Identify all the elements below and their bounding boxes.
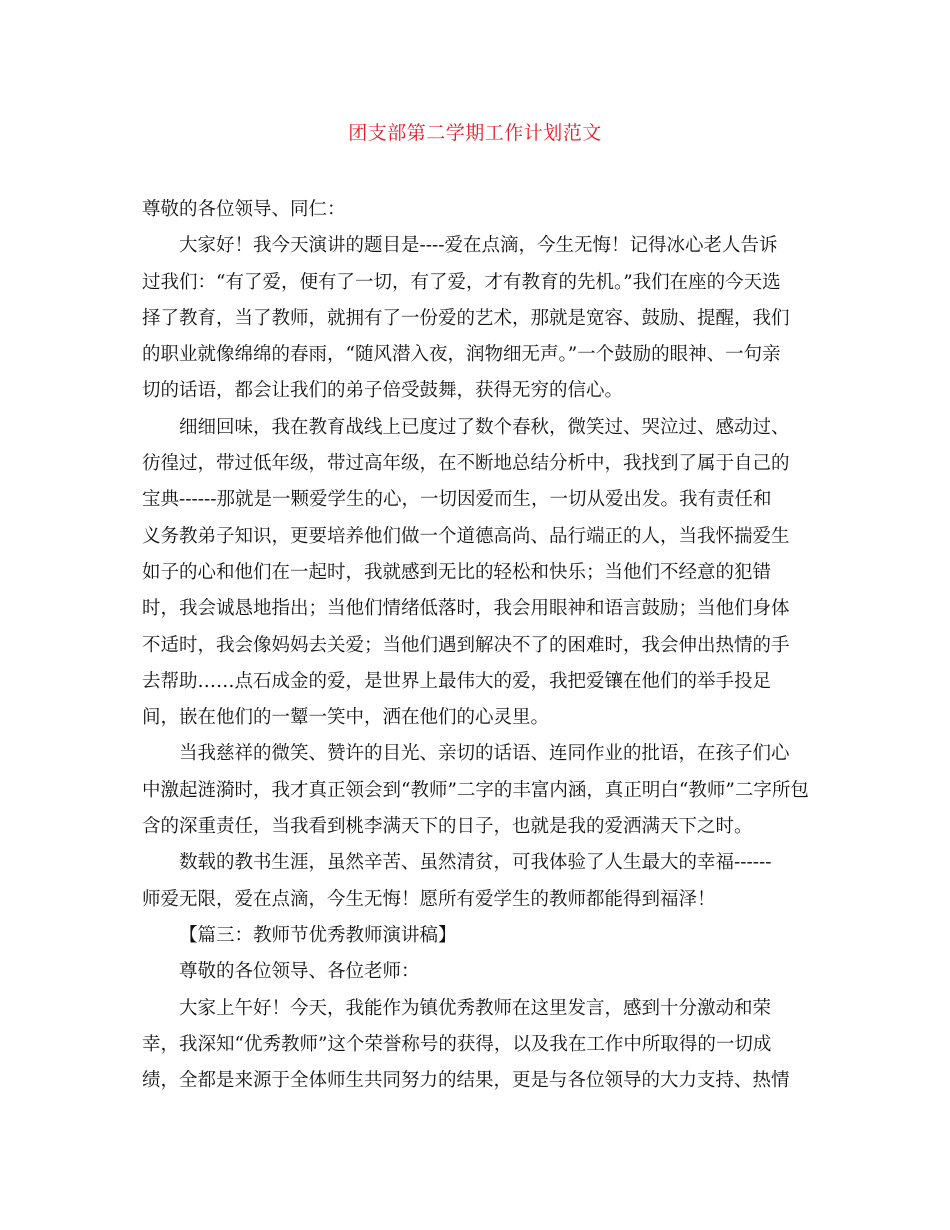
document-title: 团支部第二学期工作计划范文 [348, 122, 602, 144]
text-line: 去帮助……点石成金的爱，是世界上最伟大的爱，我把爱镶在他们的举手投足 [142, 670, 772, 692]
text-line: 幸，我深知“优秀教师”这个荣誉称号的获得，以及我在工作中所取得的一切成 [142, 1033, 772, 1055]
text-line: 当我慈祥的微笑、赞许的目光、亲切的话语、连同作业的批语，在孩子们心 [179, 743, 790, 765]
text-line: 间，嵌在他们的一颦一笑中，洒在他们的心灵里。 [142, 707, 550, 729]
text-line: 中激起涟漪时，我才真正领会到“教师”二字的丰富内涵，真正明白“教师”二字所包 [142, 779, 809, 801]
text-line: 的职业就像绵绵的春雨，“随风潜入夜，润物细无声。”一个鼓励的眼神、一句亲 [142, 344, 781, 366]
text-line: 含的深重责任，当我看到桃李满天下的日子，也就是我的爱洒满天下之时。 [142, 816, 753, 838]
text-line: 尊敬的各位领导、各位老师： [179, 961, 420, 983]
text-line: 细细回味，我在教育战线上已度过了数个春秋，微笑过、哭泣过、感动过、 [179, 416, 790, 438]
text-line: 数载的教书生涯，虽然辛苦、虽然清贫，可我体验了人生最大的幸福------ [179, 852, 772, 874]
text-line: 过我们：“有了爱，便有了一切，有了爱，才有教育的先机。”我们在座的今天选 [142, 271, 781, 293]
text-line: 义务教弟子知识，更要培养他们做一个道德高尚、品行端正的人，当我怀揣爱生 [142, 525, 790, 547]
text-line: 择了教育，当了教师，就拥有了一份爱的艺术，那就是宽容、鼓励、提醒，我们 [142, 307, 790, 329]
text-line: 宝典------那就是一颗爱学生的心，一切因爱而生，一切从爱出发。我有责任和 [142, 489, 772, 511]
text-line: 大家上午好！今天，我能作为镇优秀教师在这里发言，感到十分激动和荣 [179, 997, 772, 1019]
text-line: 彷徨过，带过低年级，带过高年级，在不断地总结分析中，我找到了属于自己的 [142, 453, 790, 475]
text-line: 师爱无限，爱在点滴，今生无悔！愿所有爱学生的教师都能得到福泽！ [142, 888, 716, 910]
text-line: 大家好！我今天演讲的题目是----爱在点滴，今生无悔！记得冰心老人告诉 [179, 235, 778, 257]
text-line: 如子的心和他们在一起时，我就感到无比的轻松和快乐；当他们不经意的犯错 [142, 561, 772, 583]
text-line: 切的话语，都会让我们的弟子倍受鼓舞，获得无穷的信心。 [142, 380, 624, 402]
text-line: 时，我会诚恳地指出；当他们情绪低落时，我会用眼神和语言鼓励；当他们身体 [142, 598, 790, 620]
document-body [142, 192, 810, 1099]
text-line: 【篇三：教师节优秀教师演讲稿】 [179, 924, 457, 946]
text-line: 尊敬的各位领导、同仁： [142, 199, 346, 220]
text-line: 不适时，我会像妈妈去关爱；当他们遇到解决不了的困难时，我会伸出热情的手 [142, 634, 790, 656]
text-line: 绩，全都是来源于全体师生共同努力的结果，更是与各位领导的大力支持、热情 [142, 1070, 790, 1092]
